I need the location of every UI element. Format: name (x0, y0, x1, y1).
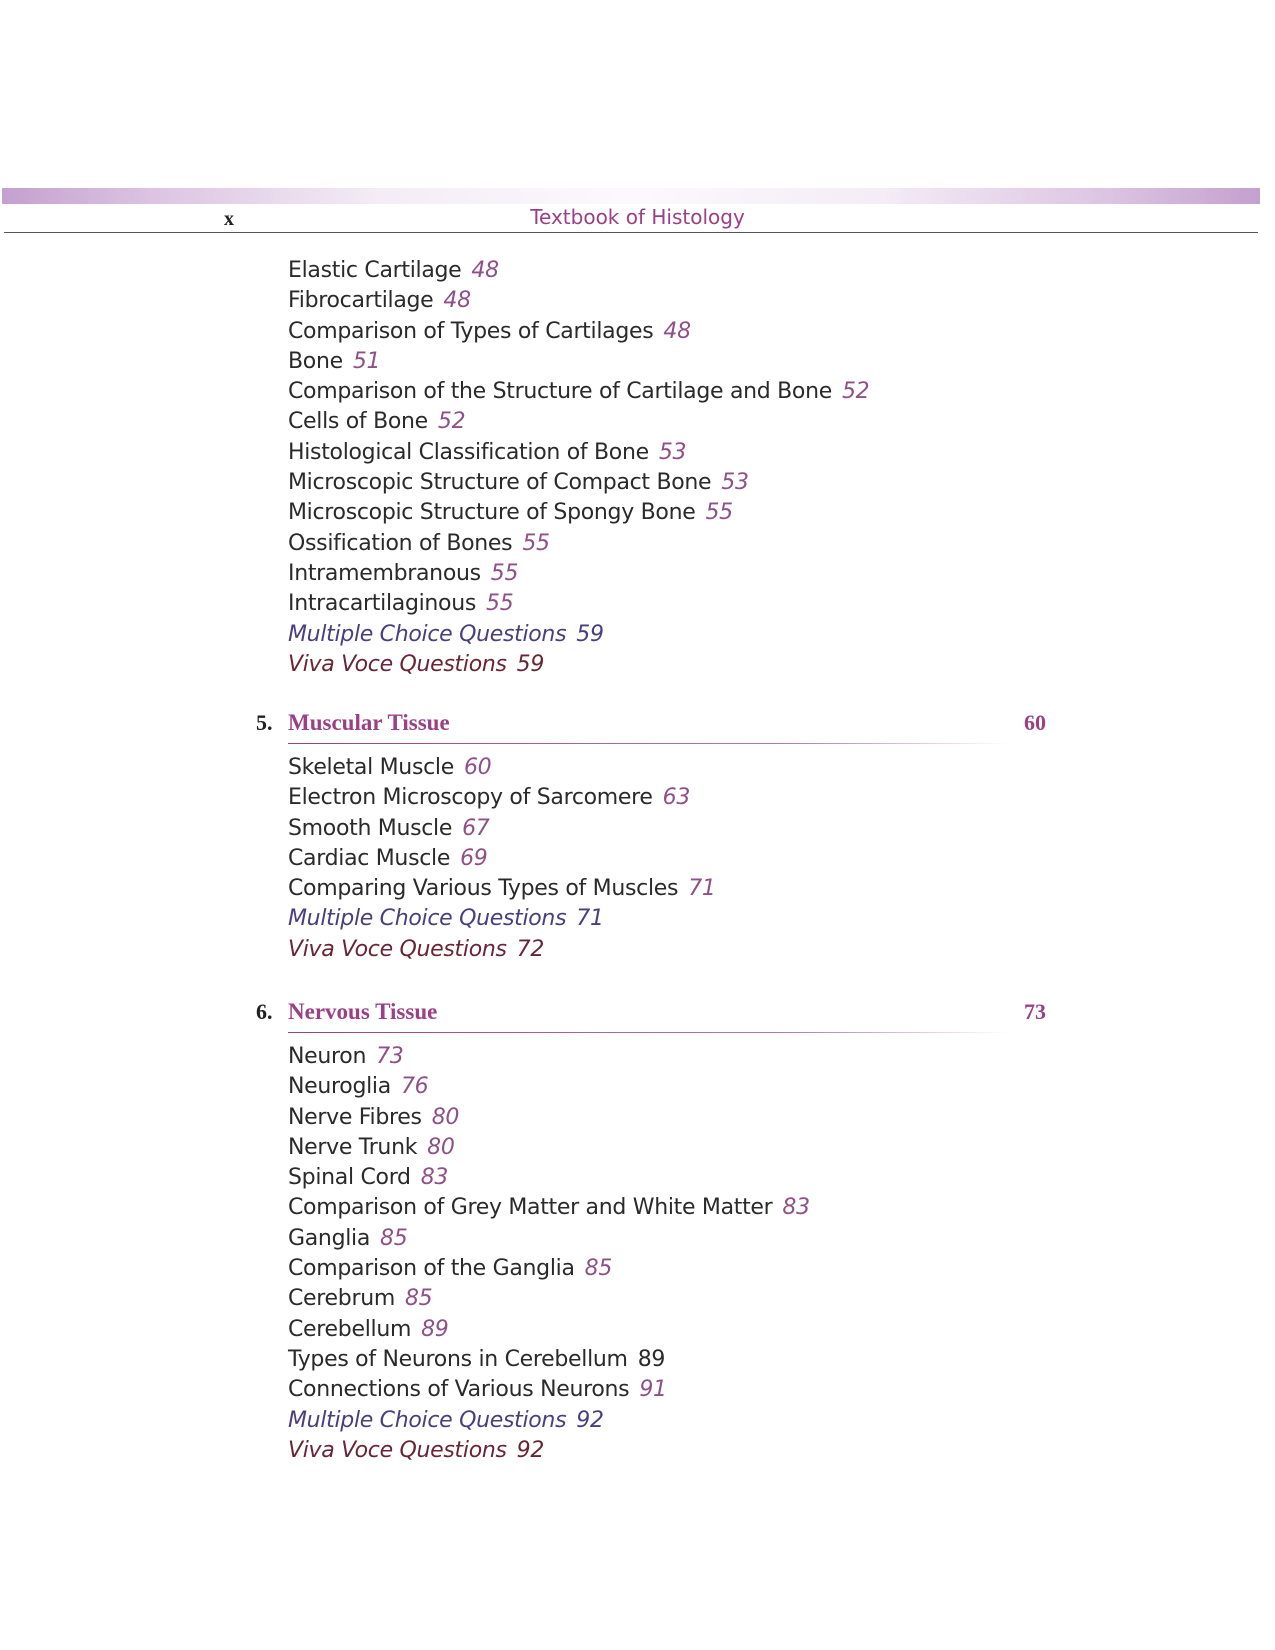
toc-entry[interactable]: Neuroglia 76 (288, 1074, 429, 1100)
chapter-page: 73 (1024, 999, 1046, 1024)
toc-entry[interactable]: Comparing Various Types of Muscles 71 (288, 876, 716, 902)
toc-entry[interactable]: Nerve Trunk 80 (288, 1134, 455, 1160)
toc-entry[interactable]: Cerebrum 85 (288, 1286, 433, 1312)
toc-entry-viva[interactable]: Viva Voce Questions 59 (288, 651, 545, 677)
toc-entry[interactable]: Comparison of Grey Matter and White Matter 83 (288, 1195, 810, 1221)
toc-entry[interactable]: Microscopic Structure of Compact Bone 53 (288, 470, 749, 496)
toc-entry[interactable]: Microscopic Structure of Spongy Bone 55 (288, 500, 733, 526)
toc-entry[interactable]: Ossification of Bones 55 (288, 530, 550, 556)
toc-entry-mcq[interactable]: Multiple Choice Questions 59 (288, 621, 604, 647)
chapter-title: Nervous Tissue (288, 999, 438, 1024)
toc-entry-mcq[interactable]: Multiple Choice Questions 71 (288, 906, 604, 932)
chapter-rule (288, 1032, 1008, 1033)
toc-entry[interactable]: Neuron 73 (288, 1044, 404, 1069)
header-divider (4, 232, 1258, 233)
toc-entry-viva[interactable]: Viva Voce Questions 72 (288, 936, 545, 962)
toc-entry-mcq[interactable]: Multiple Choice Questions 92 (288, 1407, 604, 1433)
toc-entry[interactable]: Ganglia 85 (288, 1225, 408, 1251)
chapter-title: Muscular Tissue (288, 710, 450, 735)
toc-entry[interactable]: Smooth Muscle 67 (288, 815, 490, 841)
toc-entry[interactable]: Nerve Fibres 80 (288, 1104, 460, 1130)
toc-entry[interactable]: Spinal Cord 83 (288, 1165, 449, 1191)
toc-entry[interactable]: Histological Classification of Bone 53 (288, 439, 687, 465)
toc-entry[interactable]: Fibrocartilage 48 (288, 288, 471, 314)
header-color-band (2, 188, 1260, 204)
toc-entry[interactable]: Comparison of the Ganglia 85 (288, 1256, 613, 1282)
running-title: Textbook of Histology (530, 205, 745, 229)
toc-entry[interactable]: Intramembranous 55 (288, 560, 519, 586)
chapter-heading-5[interactable] (256, 710, 1046, 744)
toc-entry[interactable]: Intracartilaginous 55 (288, 591, 514, 617)
toc-entry[interactable]: Cerebellum 89 (288, 1316, 449, 1342)
chapter-page: 60 (1024, 710, 1046, 735)
chapter-number: 5. (256, 710, 273, 735)
toc-entry[interactable]: Cardiac Muscle 69 (288, 845, 488, 871)
toc-list-chapter-4-continued (288, 256, 869, 680)
toc-entry[interactable]: Comparison of the Structure of Cartilage and Bone 52 (288, 379, 870, 405)
toc-entry[interactable]: Types of Neurons in Cerebellum 89 (288, 1346, 666, 1372)
toc-entry-viva[interactable]: Viva Voce Questions 92 (288, 1437, 545, 1463)
toc-entry[interactable]: Bone 51 (288, 348, 381, 374)
toc-entry[interactable]: Comparison of Types of Cartilages 48 (288, 318, 691, 344)
toc-entry[interactable]: Elastic Cartilage 48 (288, 258, 499, 283)
toc-entry[interactable]: Electron Microscopy of Sarcomere 63 (288, 785, 691, 811)
page-number: x (224, 208, 234, 230)
toc-list-chapter-5 (288, 753, 716, 965)
chapter-number: 6. (256, 999, 273, 1024)
chapter-rule (288, 743, 1008, 744)
chapter-heading-6[interactable] (256, 999, 1046, 1033)
toc-entry[interactable]: Connections of Various Neurons 91 (288, 1377, 667, 1403)
toc-list-chapter-6 (288, 1042, 810, 1466)
toc-entry[interactable]: Skeletal Muscle 60 (288, 755, 492, 780)
toc-entry[interactable]: Cells of Bone 52 (288, 409, 466, 435)
